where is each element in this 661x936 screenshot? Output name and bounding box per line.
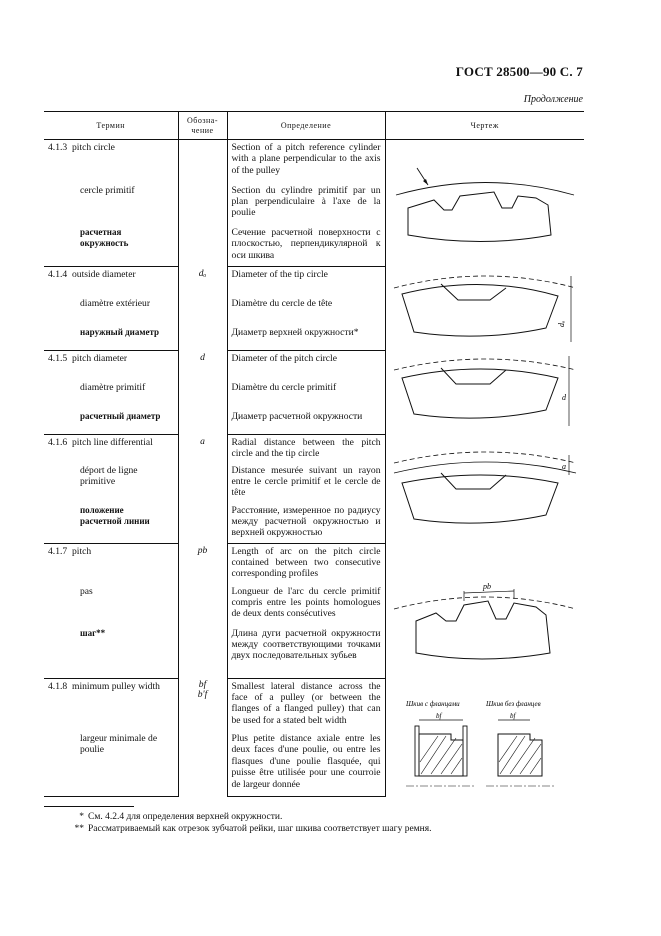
pitch-drawing bbox=[386, 545, 585, 677]
definition-fr: Section du cylindre primitif par un plan perpendiculaire à l'axe de la poulie bbox=[227, 183, 385, 226]
definition-ru: Диаметр верхней окружности* bbox=[227, 325, 385, 350]
footnote: ** Рассматриваемый как отрезок зубчатой рейки, шаг шкива соответствует шагу ремня. bbox=[74, 824, 432, 834]
pitch-line-differential-label: a bbox=[561, 461, 566, 471]
drawing-cell bbox=[385, 434, 584, 543]
definition-en: Radial distance between the pitch circle and the tip circle bbox=[227, 434, 385, 463]
definition-en: Length of arc on the pitch circle contained between two consecutive corresponding profiles bbox=[227, 543, 385, 584]
table-row bbox=[44, 350, 584, 380]
symbol-cell bbox=[178, 140, 227, 267]
definition-ru: Длина дуги расчетной окружности между соответствующими точками двух последовательных зубьев bbox=[227, 626, 385, 679]
symbol-cell: d bbox=[178, 350, 227, 434]
pitch-diameter-drawing bbox=[386, 350, 585, 434]
definition-fr: Diamètre du cercle primitif bbox=[227, 380, 385, 409]
definition-en: Smallest lateral distance across the face of a pulley (or between the flanges of a flanged pulley) that can be used for a stated belt width bbox=[227, 678, 385, 731]
term-cell-ru: наружный диаметр bbox=[44, 325, 178, 350]
term-cell-fr: pas bbox=[44, 584, 178, 626]
minimum-pulley-width-drawing bbox=[386, 678, 585, 796]
symbol-cell: dₒ bbox=[178, 266, 227, 350]
definition-fr: Plus petite distance axiale entre les deux faces d'une poulie, ou entre les flasques d'une poulie flasquée, qui puisse être utilisée pour une courroie de largeur donnée bbox=[227, 731, 385, 796]
definition-en: Diameter of the pitch circle bbox=[227, 350, 385, 380]
definition-ru: Расстояние, измеренное по радиусу между расчетной окружностью и верхней окружностью bbox=[227, 503, 385, 544]
term-cell-en: 4.1.4 outside diameter bbox=[44, 266, 178, 296]
flanged-width-label: bf bbox=[435, 712, 441, 720]
footnote: * См. 4.2.4 для определения верхней окружности. bbox=[79, 812, 283, 822]
unflanged-width-label: bf bbox=[509, 712, 515, 720]
terms-table bbox=[44, 111, 584, 797]
table-row bbox=[44, 140, 584, 183]
term-cell-ru: положение расчетной линии bbox=[44, 503, 178, 544]
drawing-cell bbox=[385, 140, 584, 267]
drawing-cell bbox=[385, 350, 584, 434]
table-header-row bbox=[44, 112, 584, 140]
term-cell-ru: расчетная окружность bbox=[44, 225, 178, 266]
term-cell-fr: cercle primitif bbox=[44, 183, 178, 226]
drawing-cell bbox=[385, 543, 584, 678]
term-cell-en: 4.1.8 minimum pulley width bbox=[44, 678, 178, 731]
term-cell-fr: déport de ligne primitive bbox=[44, 463, 178, 503]
col-header-symbol: Обозна- чение bbox=[178, 112, 227, 140]
pitch-label: pb bbox=[482, 581, 491, 591]
drawing-cell bbox=[385, 266, 584, 350]
definition-en: Diameter of the tip circle bbox=[227, 266, 385, 296]
page-header-title: ГОСТ 28500—90 С. 7 bbox=[455, 64, 583, 79]
unflanged-pulley-caption: Шкив без фланцев bbox=[485, 700, 541, 708]
definition-fr: Distance mesurée suivant un rayon entre le cercle primitif et le cercle de tête bbox=[227, 463, 385, 503]
symbol-cell: a bbox=[178, 434, 227, 543]
term-cell-fr: largeur minimale de poulie bbox=[44, 731, 178, 796]
term-cell-en: 4.1.5 pitch diameter bbox=[44, 350, 178, 380]
outside-diameter-label: dₒ bbox=[556, 320, 566, 327]
term-cell-en: 4.1.7 pitch bbox=[44, 543, 178, 584]
flanged-pulley-caption: Шкив с фланцами bbox=[405, 700, 460, 708]
continuation-label: Продолжение bbox=[523, 94, 583, 105]
term-cell-ru: шаг** bbox=[44, 626, 178, 679]
term-cell-ru: расчетный диаметр bbox=[44, 409, 178, 434]
definition-en: Section of a pitch reference cylinder with a plane perpendicular to the axis of the pulley bbox=[227, 140, 385, 183]
col-header-definition: Определение bbox=[227, 112, 385, 140]
footnote-divider bbox=[44, 806, 134, 807]
definition-fr: Diamètre du cercle de tête bbox=[227, 296, 385, 325]
table-row bbox=[44, 266, 584, 296]
definition-ru: Диаметр расчетной окружности bbox=[227, 409, 385, 434]
footnotes bbox=[70, 811, 432, 835]
term-cell-en: 4.1.6 pitch line differential bbox=[44, 434, 178, 463]
pitch-line-differential-drawing bbox=[386, 435, 585, 543]
table-row bbox=[44, 543, 584, 584]
col-header-drawing: Чертеж bbox=[385, 112, 584, 140]
term-cell-fr: diamètre extérieur bbox=[44, 296, 178, 325]
pitch-circle-drawing bbox=[386, 140, 585, 266]
term-cell-fr: diamètre primitif bbox=[44, 380, 178, 409]
term-cell-en: 4.1.3 pitch circle bbox=[44, 140, 178, 183]
table-row bbox=[44, 434, 584, 463]
symbol-cell: pb bbox=[178, 543, 227, 678]
pitch-diameter-label: d bbox=[561, 393, 566, 402]
outside-diameter-drawing bbox=[386, 266, 585, 350]
definition-ru: Сечение расчетной поверхности с плоскостью, перпендикулярной к оси шкива bbox=[227, 225, 385, 266]
symbol-cell: bf b'f bbox=[178, 678, 227, 796]
col-header-term: Термин bbox=[44, 112, 178, 140]
drawing-cell bbox=[385, 678, 584, 796]
table-row bbox=[44, 678, 584, 731]
definition-fr: Longueur de l'arc du cercle primitif compris entre les points homologues de deux dents consécutives bbox=[227, 584, 385, 626]
